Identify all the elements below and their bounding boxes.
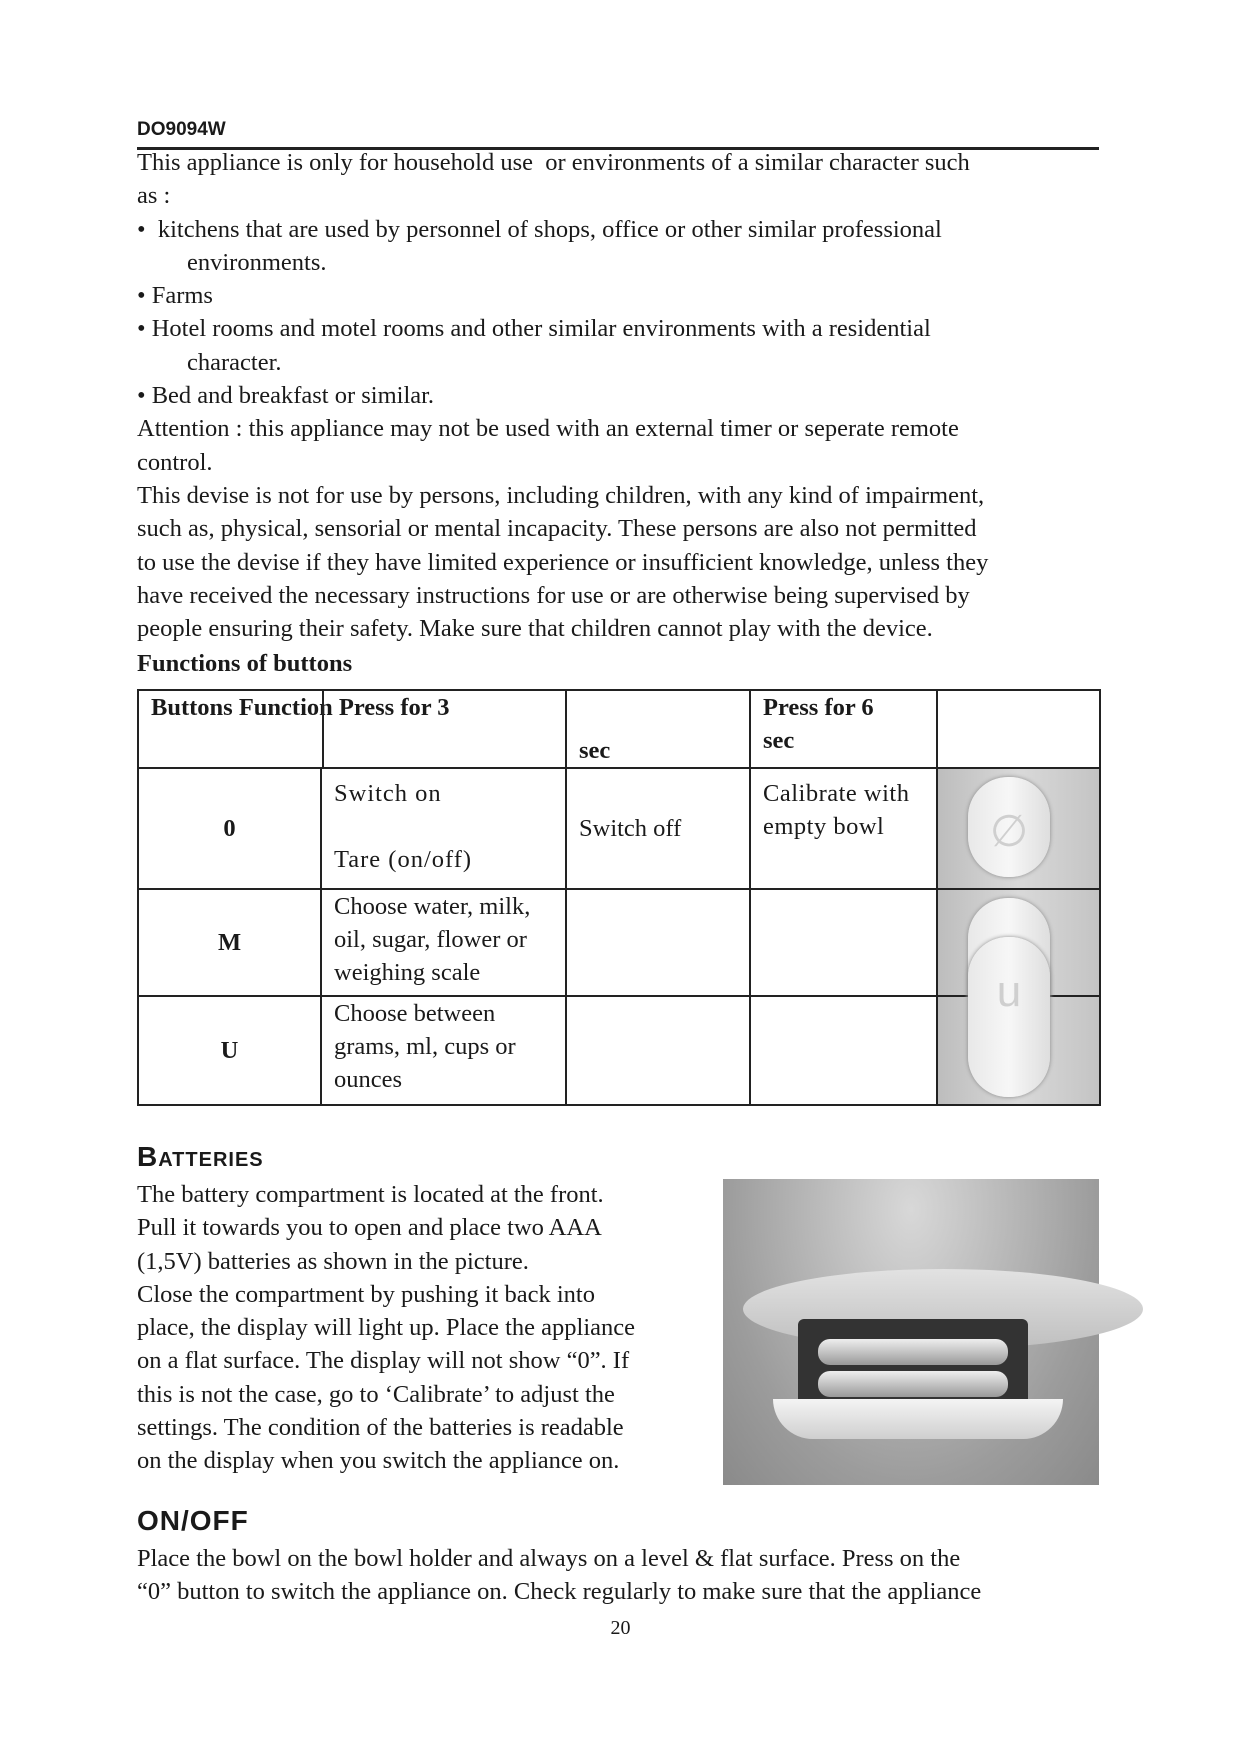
press6-function	[750, 996, 937, 1105]
text-line: • kitchens that are used by personnel of shops, office or other similar professional	[137, 215, 942, 243]
text-line: on the display when you switch the appliance on.	[137, 1447, 620, 1475]
table-row	[138, 768, 1100, 889]
press3-function: Switch off	[566, 768, 750, 889]
header-cell-sec	[566, 690, 750, 768]
button-key: 0	[138, 768, 321, 889]
press6-function	[750, 889, 937, 996]
text-line: as :	[137, 182, 171, 210]
text-line: Place the bowl on the bowl holder and always on a level & flat surface. Press on the	[137, 1545, 961, 1572]
functions-heading: Functions of buttons	[137, 650, 353, 677]
model-header: DO9094W	[137, 119, 226, 140]
press-function-line: Switch on	[334, 780, 442, 807]
battery-icon	[818, 1371, 1008, 1397]
button-u-photo	[937, 967, 1100, 1105]
batteries-heading: Batteries	[137, 1141, 264, 1172]
text-line: This appliance is only for household use or environments of a similar character such	[137, 149, 970, 176]
text-line: (1,5V) batteries as shown in the picture.	[137, 1247, 529, 1275]
text-line: character.	[187, 348, 282, 376]
text-line: this is not the case, go to ‘Calibrate’ to adjust the	[137, 1380, 615, 1408]
text-line: environments.	[187, 248, 327, 276]
zero-button-icon: ∅	[968, 777, 1050, 877]
press-function: Choose between grams, ml, cups or ounces	[321, 996, 566, 1105]
button-key: M	[138, 889, 321, 996]
text-line: to use the devise if they have limited experience or insufficient knowledge, unless they	[137, 548, 989, 576]
press-function	[321, 768, 566, 889]
battery-compartment-photo	[723, 1179, 1099, 1485]
text-line: such as, physical, sensorial or mental incapacity. These persons are also not permitted	[137, 515, 977, 543]
text-line: people ensuring their safety. Make sure that children cannot play with the device.	[137, 615, 933, 643]
text-line: on a flat surface. The display will not show “0”. If	[137, 1347, 630, 1375]
text-line: Attention : this appliance may not be used with an external timer or seperate remote	[137, 415, 959, 443]
header-press6-label: Press for 6	[763, 694, 874, 721]
press3-function	[566, 889, 750, 996]
text-line: • Farms	[137, 282, 213, 310]
button-functions-table	[137, 689, 1101, 1106]
text-line: settings. The condition of the batteries is readable	[137, 1414, 624, 1442]
text-line: Pull it towards you to open and place two AAA	[137, 1214, 602, 1242]
header-cell-press6	[750, 690, 937, 768]
text-line: • Bed and breakfast or similar.	[137, 382, 435, 410]
header-cell-image	[937, 690, 1100, 768]
text-line: control.	[137, 448, 213, 476]
button-0-photo	[937, 768, 1100, 889]
header-press6-sec: sec	[763, 727, 795, 754]
battery-icon	[818, 1339, 1008, 1365]
column-divider	[322, 691, 324, 767]
button-key: U	[138, 996, 321, 1105]
press-function-line: Tare (on/off)	[334, 846, 473, 873]
text-line: “0” button to switch the appliance on. Check regularly to make sure that the appliance	[137, 1578, 982, 1606]
press3-function	[566, 996, 750, 1105]
press-function: Choose water, milk, oil, sugar, flower or weighing scale	[321, 889, 566, 996]
press6-function: Calibrate with empty bowl	[750, 768, 937, 889]
text-line: • Hotel rooms and motel rooms and other similar environments with a residential	[137, 315, 931, 343]
compartment-lid	[773, 1399, 1063, 1439]
page-number: 20	[610, 1617, 631, 1639]
text-line: have received the necessary instructions for use or are otherwise being supervised by	[137, 581, 970, 609]
header-buttons-label: Buttons Function Press for 3	[151, 694, 450, 721]
header-cell-buttons	[138, 690, 566, 768]
table-header-row	[138, 690, 1100, 768]
header-sec-label: sec	[579, 737, 611, 764]
onoff-text	[137, 1542, 981, 1609]
intro-text	[137, 146, 988, 645]
onoff-heading: ON/OFF	[137, 1505, 249, 1536]
text-line: The battery compartment is located at the front.	[137, 1181, 604, 1208]
text-line: place, the display will light up. Place the appliance	[137, 1314, 636, 1342]
u-button-icon: u	[968, 937, 1050, 1097]
table-row	[138, 996, 1100, 1105]
batteries-text	[137, 1178, 635, 1478]
text-line: This devise is not for use by persons, including children, with any kind of impairment,	[137, 481, 985, 509]
text-line: Close the compartment by pushing it back into	[137, 1280, 595, 1308]
table-row	[138, 889, 1100, 996]
